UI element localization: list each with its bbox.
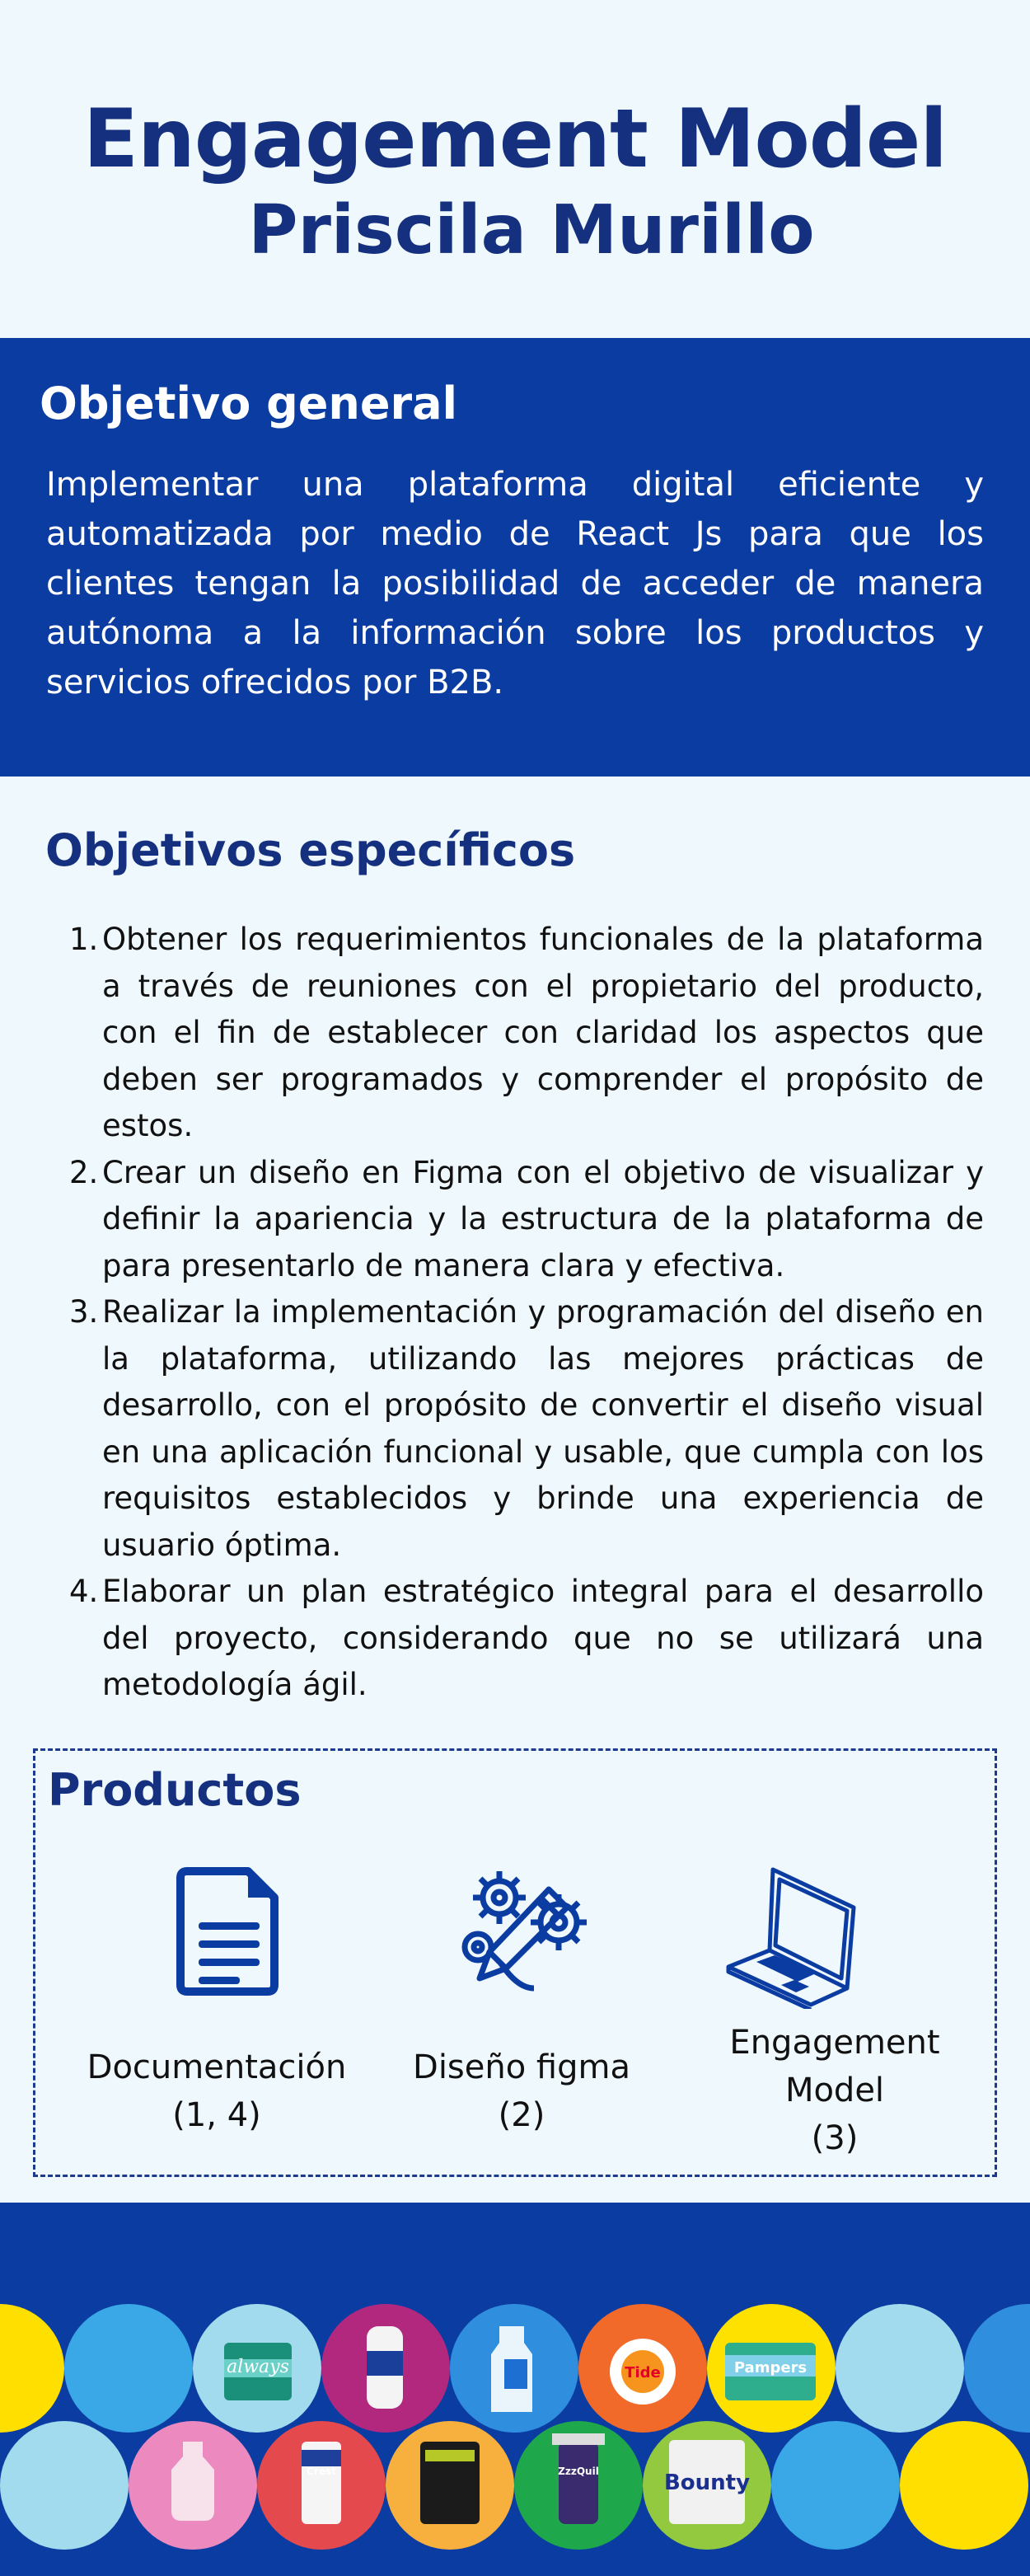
list-item: 4. Elaborar un plan estratégico integral para el desarrollo del proyecto, considerando que no se utilizará una metodología ágil. bbox=[69, 1574, 984, 1702]
svg-text:Tide: Tide bbox=[625, 2364, 661, 2381]
svg-text:Crest: Crest bbox=[307, 2466, 336, 2477]
general-objective-heading: Objetivo general bbox=[40, 378, 458, 429]
products-heading: Productos bbox=[48, 1764, 302, 1816]
pencil-gears-icon bbox=[452, 1865, 592, 2001]
footer-brand-banner bbox=[0, 2203, 1030, 2576]
svg-text:Pampers: Pampers bbox=[733, 2359, 808, 2377]
general-objective-text: Implementar una plataforma digital eficiente y automatizada por medio de React Js para que los clientes tengan la posibilidad de acceder de manera autónoma a la información sobre los productos y servicios ofrecidos por B2B. bbox=[46, 466, 984, 701]
general-objective-section bbox=[0, 338, 1030, 777]
svg-text:ZzzQuil: ZzzQuil bbox=[558, 2466, 599, 2477]
product-engagement-model: Engagement Model (3) bbox=[729, 2024, 940, 2157]
document-icon bbox=[176, 1865, 283, 1997]
svg-text:Bounty: Bounty bbox=[663, 2470, 751, 2495]
laptop-icon bbox=[723, 1865, 868, 2009]
product-documentation: Documentación (1, 4) bbox=[87, 2048, 347, 2134]
list-item: 3. Realizar la implementación y programación del diseño en la plataforma, utilizando las mejores prácticas de desarrollo, con el propósito de convertir el diseño visual en una aplicación funcional y usable, que cumpla con los requisitos establecidos y brinde una experiencia de usuario óptima. bbox=[69, 1294, 984, 1563]
specific-objectives-list bbox=[0, 917, 1030, 1709]
page-title: Engagement Model bbox=[83, 92, 947, 186]
page-subtitle: Priscila Murillo bbox=[248, 191, 815, 270]
header bbox=[0, 0, 1030, 338]
list-item: 2. Crear un diseño en Figma con el objetivo de visualizar y definir la apariencia y la estructura de la plataforma de para presentarlo de manera clara y efectiva. bbox=[69, 1154, 984, 1283]
product-figma-design: Diseño figma (2) bbox=[413, 2048, 630, 2134]
specific-objectives-heading: Objetivos específicos bbox=[45, 824, 576, 876]
brand-circles-image bbox=[0, 2203, 1030, 2576]
list-item: 1. Obtener los requerimientos funcionales de la plataforma a través de reuniones con el propietario del producto, con el fin de establecer con claridad los aspectos que deben ser programados y comprender el propósito de estos. bbox=[69, 922, 984, 1143]
svg-text:always: always bbox=[227, 2357, 289, 2377]
products-box bbox=[33, 1748, 997, 2177]
